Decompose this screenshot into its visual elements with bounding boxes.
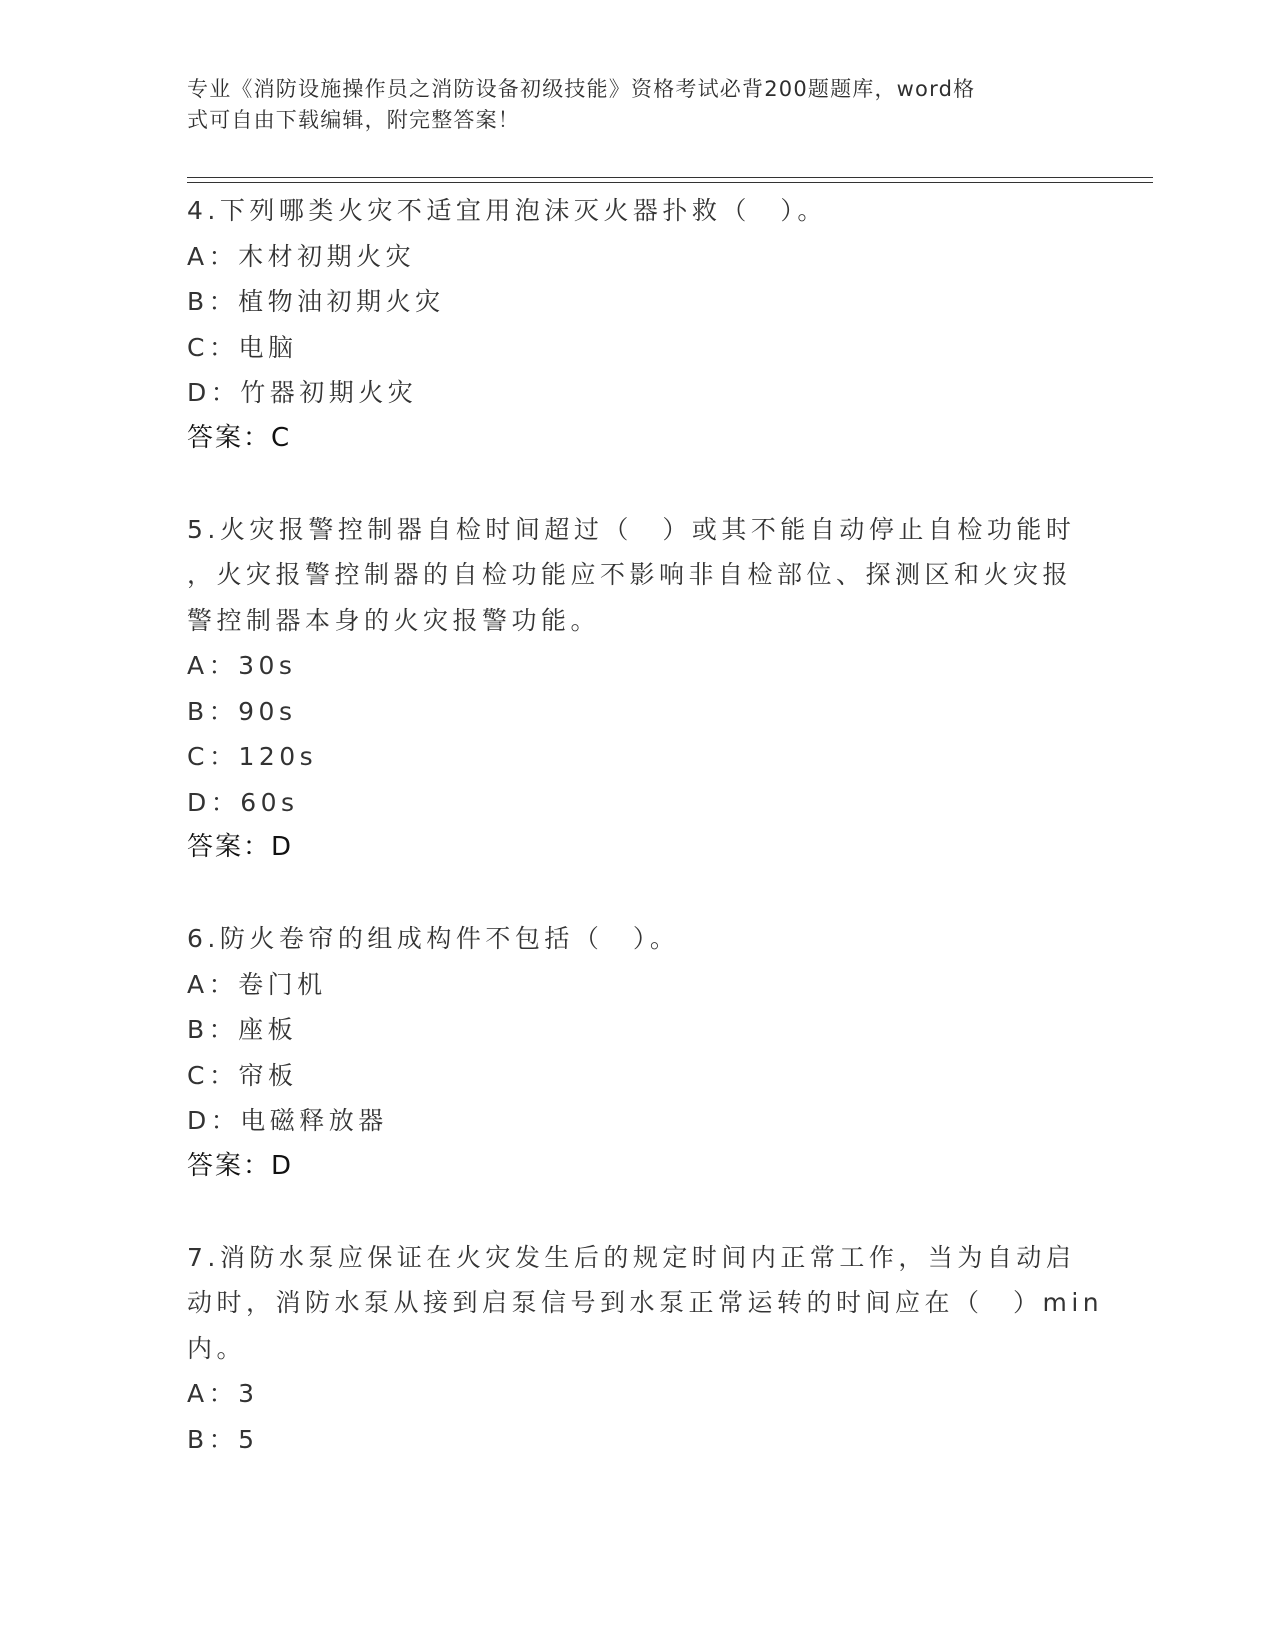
header-line-1: 专业《消防设施操作员之消防设备初级技能》资格考试必背200题题库，word格	[187, 77, 976, 101]
option-b: B：90s	[187, 696, 297, 726]
option-d: D：竹器初期火灾	[187, 378, 418, 407]
option-a: A：30s	[187, 651, 297, 680]
question-block	[187, 916, 1087, 1189]
question-list	[187, 188, 1104, 1462]
answer: 答案：D	[187, 1150, 294, 1181]
question-text: ，火灾报警控制器的自检功能应不影响非自检部位、探测区和火灾报	[187, 560, 1073, 589]
question-text: 动时，消防水泵从接到启泵信号到水泵正常运转的时间应在（ ）min	[187, 1288, 1104, 1317]
question-text: 5.火灾报警控制器自检时间超过（ ）或其不能自动停止自检功能时	[187, 514, 1076, 544]
option-d: D：电磁释放器	[187, 1106, 388, 1135]
option-b: B：植物油初期火灾	[187, 287, 445, 316]
option-c: C：帘板	[187, 1060, 298, 1090]
option-b: B：座板	[187, 1015, 298, 1044]
option-d: D：60s	[187, 787, 299, 817]
header-divider-top	[187, 177, 1153, 178]
spacer	[187, 871, 1087, 917]
question-text: 内。	[187, 1333, 247, 1363]
option-a: A：木材初期火灾	[187, 241, 416, 271]
spacer	[187, 1189, 1087, 1235]
question-block	[187, 507, 1087, 871]
question-text: 6.防火卷帘的组成构件不包括（ ）。	[187, 924, 680, 953]
question-block	[187, 1235, 1104, 1463]
question-text: 警控制器本身的火灾报警功能。	[187, 605, 601, 635]
header-line-2: 式可自由下载编辑，附完整答案！	[187, 108, 520, 132]
answer: 答案：C	[187, 422, 292, 453]
option-c: C：120s	[187, 742, 318, 771]
option-a: A：卷门机	[187, 969, 327, 999]
document-header	[187, 74, 1067, 136]
option-b: B：5	[187, 1424, 259, 1454]
question-block	[187, 188, 1087, 461]
option-c: C：电脑	[187, 332, 298, 362]
header-divider-bottom	[187, 182, 1153, 183]
spacer	[187, 461, 1087, 507]
question-text: 7.消防水泵应保证在火灾发生后的规定时间内正常工作，当为自动启	[187, 1242, 1076, 1272]
answer: 答案：D	[187, 832, 294, 862]
question-text: 4.下列哪类火灾不适宜用泡沫灭火器扑救（ ）。	[187, 196, 827, 225]
option-a: A：3	[187, 1379, 259, 1408]
